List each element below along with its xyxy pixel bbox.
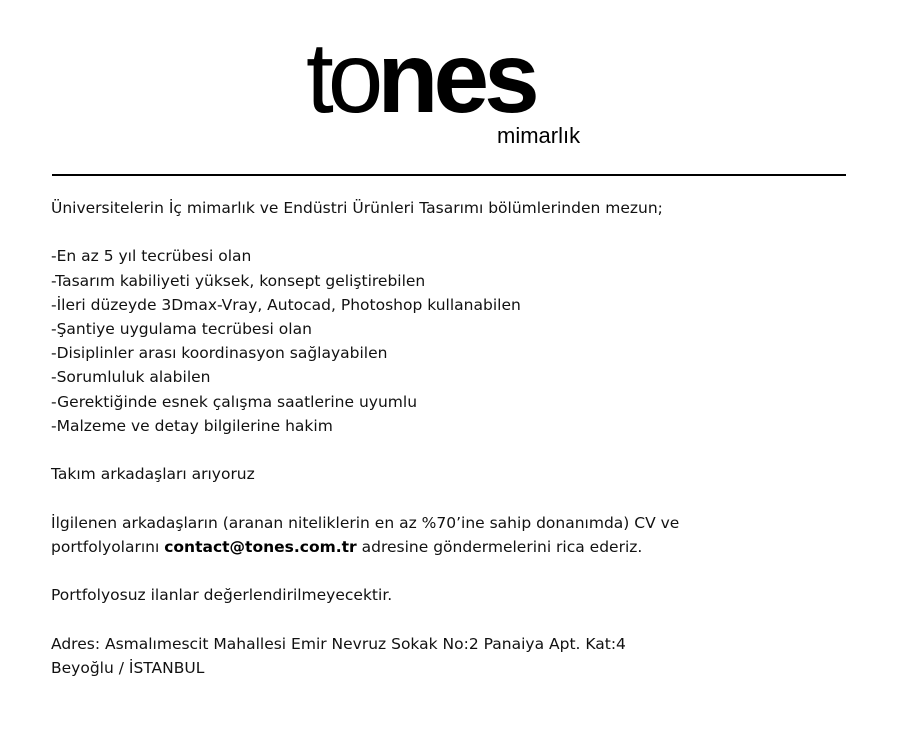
header-divider [52,174,846,176]
application-text-line2 [51,535,851,559]
requirement-item: -Malzeme ve detay bilgilerine hakim [51,416,333,435]
application-text-line1: İlgilenen arkadaşların (aranan niteliklerin en az %70’ine sahip donanımda) CV ve [51,513,680,532]
company-logo [306,22,606,153]
spacer [51,438,851,462]
application-text-after-email: adresine göndermelerini rica ederiz. [356,537,643,556]
logo-wordmark-bold: nes [377,22,535,134]
spacer [51,559,851,583]
spacer [51,220,851,244]
portfolio-note: Portfolyosuz ilanlar değerlendirilmeyecektir. [51,586,393,605]
logo-wordmark [306,22,535,134]
application-text-before-email: portfolyolarını [51,537,165,556]
address-line1: Adres: Asmalımescit Mahallesi Emir Nevruz Sokak No:2 Panaiya Apt. Kat:4 [51,634,626,653]
team-text: Takım arkadaşları arıyoruz [51,465,255,484]
contact-email-link[interactable]: contact@tones.com.tr [164,537,357,556]
requirement-item: -İleri düzeyde 3Dmax-Vray, Autocad, Photoshop kullanabilen [51,295,521,314]
requirements-list [51,244,851,438]
logo-wordmark-light: to [306,22,378,134]
spacer [51,607,851,631]
requirement-item: -En az 5 yıl tecrübesi olan [51,247,252,266]
logo-subtitle: mimarlık [497,123,581,148]
requirement-item: -Gerektiğinde esnek çalışma saatlerine uyumlu [51,392,418,411]
address-line2: Beyoğlu / İSTANBUL [51,658,205,677]
requirement-item: -Sorumluluk alabilen [51,368,211,387]
requirement-item: -Tasarım kabiliyeti yüksek, konsept geliştirebilen [51,271,426,290]
requirement-item: -Disiplinler arası koordinasyon sağlayabilen [51,344,388,363]
job-posting-body [51,196,851,680]
intro-text: Üniversitelerin İç mimarlık ve Endüstri Ürünleri Tasarımı bölümlerinden mezun; [51,199,663,217]
spacer [51,486,851,510]
requirement-item: -Şantiye uygulama tecrübesi olan [51,320,312,338]
